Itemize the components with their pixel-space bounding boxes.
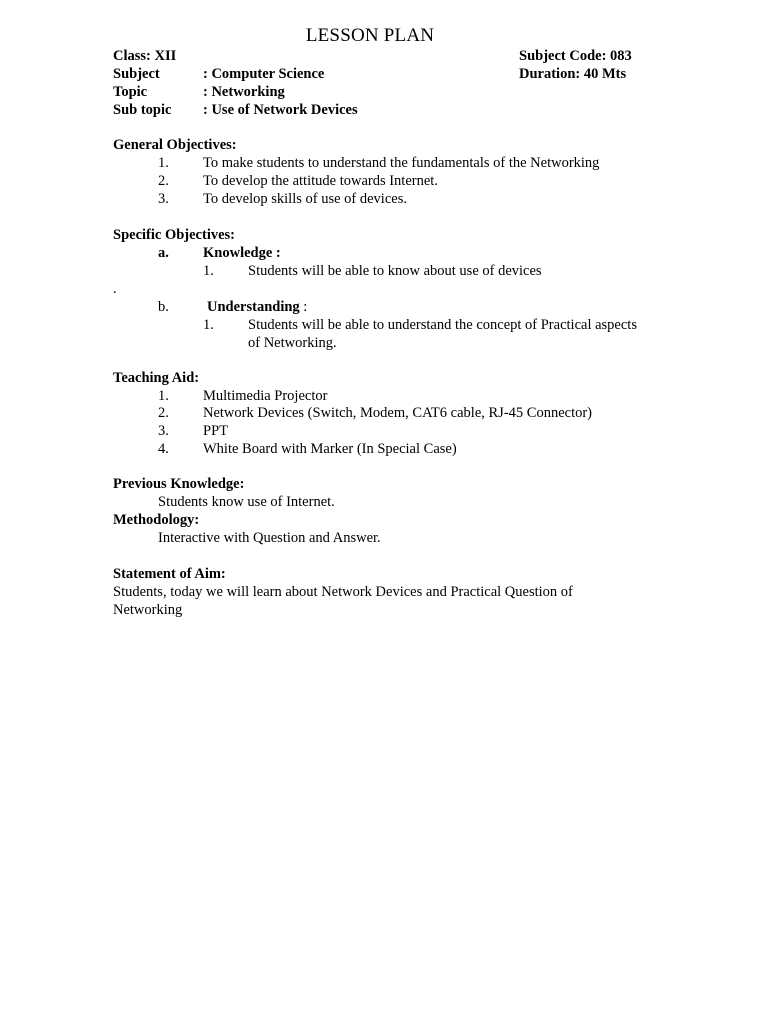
list-item: Multimedia Projector: [203, 388, 328, 404]
teaching-aid-heading: Teaching Aid:: [113, 370, 200, 386]
topic-label: Topic: [113, 84, 148, 100]
statement-of-aim-heading: Statement of Aim:: [113, 566, 226, 582]
list-item: To develop skills of use of devices.: [203, 191, 407, 207]
page-title: LESSON PLAN: [305, 25, 435, 46]
statement-of-aim-text-continuation: Networking: [113, 602, 183, 618]
list-item: Network Devices (Switch, Modem, CAT6 cable, RJ-45 Connector): [203, 405, 593, 421]
list-item-number: 1.: [158, 388, 169, 404]
list-item: White Board with Marker (In Special Case): [203, 441, 457, 457]
list-item-number: 2.: [158, 405, 169, 421]
topic-value: : Networking: [203, 84, 285, 100]
understanding-label-row: [207, 298, 307, 316]
methodology-text: Interactive with Question and Answer.: [158, 530, 381, 546]
list-item-number: 3.: [158, 423, 169, 439]
previous-knowledge-text: Students know use of Internet.: [158, 494, 335, 510]
list-item: PPT: [203, 423, 228, 439]
sub-list-marker: a.: [158, 245, 169, 261]
list-item-number: 1.: [203, 263, 214, 279]
list-item-number: 4.: [158, 441, 169, 457]
duration: Duration: 40 Mts: [519, 66, 627, 82]
list-item-continuation: of Networking.: [248, 335, 337, 351]
understanding-colon: :: [299, 299, 308, 315]
list-item-number: 1.: [203, 317, 214, 333]
list-item: To make students to understand the fundamentals of the Networking: [203, 155, 600, 171]
stray-dot: .: [113, 281, 117, 297]
general-objectives-heading: General Objectives:: [113, 137, 237, 153]
previous-knowledge-heading: Previous Knowledge:: [113, 476, 245, 492]
list-item-number: 1.: [158, 155, 169, 171]
list-item: Students will be able to know about use of devices: [248, 263, 542, 279]
knowledge-label: Knowledge :: [203, 245, 281, 261]
understanding-label: Understanding: [207, 299, 300, 315]
specific-objectives-heading: Specific Objectives:: [113, 227, 236, 243]
class-label: Class: XII: [113, 48, 177, 64]
list-item-number: 3.: [158, 191, 169, 207]
statement-of-aim-text: Students, today we will learn about Network Devices and Practical Question of: [113, 584, 573, 600]
subject-value: : Computer Science: [203, 66, 325, 82]
subject-label: Subject: [113, 66, 160, 82]
methodology-heading: Methodology:: [113, 512, 200, 528]
list-item: To develop the attitude towards Internet.: [203, 173, 438, 189]
sub-list-marker: b.: [158, 299, 169, 315]
list-item-number: 2.: [158, 173, 169, 189]
list-item: Students will be able to understand the concept of Practical aspects: [248, 317, 637, 333]
subtopic-value: : Use of Network Devices: [203, 102, 358, 118]
subject-code: Subject Code: 083: [519, 48, 632, 64]
subtopic-label: Sub topic: [113, 102, 172, 118]
